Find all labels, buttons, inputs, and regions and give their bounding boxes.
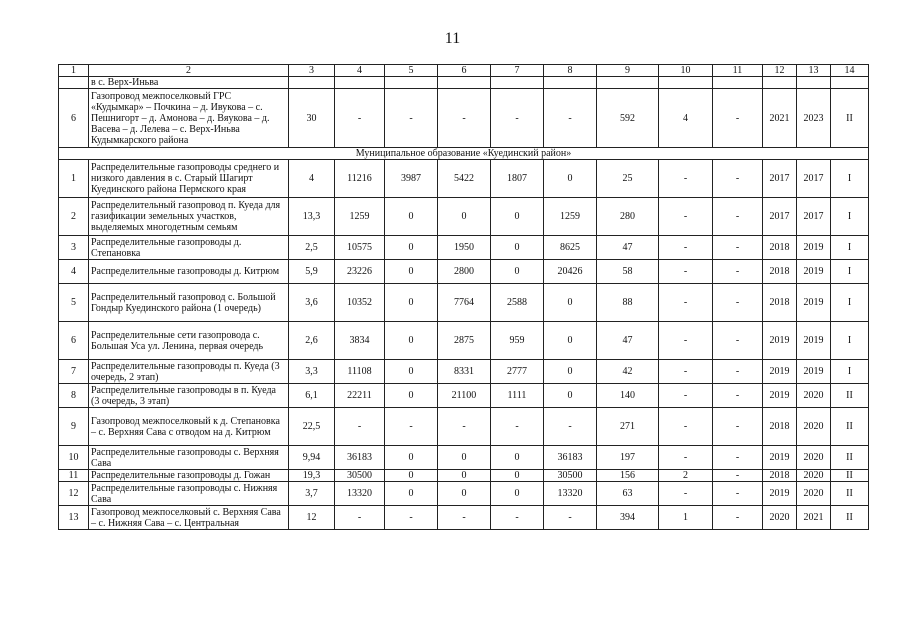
table-cell: 36183 (544, 446, 597, 470)
table-cell: II (831, 506, 869, 530)
table-cell: 1 (659, 506, 713, 530)
table-cell: - (438, 408, 491, 446)
table-cell: 2019 (797, 360, 831, 384)
page-number: 11 (444, 30, 461, 47)
table-row (59, 446, 869, 470)
column-header-7: 7 (491, 65, 544, 77)
table-cell: - (544, 408, 597, 446)
table-row (59, 482, 869, 506)
table-cell: 3 (59, 236, 89, 260)
table-cell: 0 (385, 236, 438, 260)
table-cell: 12 (59, 482, 89, 506)
table-cell: 271 (597, 408, 659, 446)
table-cell-name: Распределительные газопроводы в п. Куеда (3 очередь, 3 этап) (89, 384, 289, 408)
table-cell-name: Распределительные газопроводы д. Китрюм (89, 260, 289, 284)
table-cell: 5,9 (289, 260, 335, 284)
gasification-table (58, 64, 869, 530)
column-header-3: 3 (289, 65, 335, 77)
table-row (59, 284, 869, 322)
table-cell-name: Распределительные газопроводы д. Степановка (89, 236, 289, 260)
table-cell: 0 (544, 322, 597, 360)
table-cell: 1 (59, 160, 89, 198)
table-cell: I (831, 284, 869, 322)
table-cell: 58 (597, 260, 659, 284)
table-cell: 0 (438, 446, 491, 470)
table-cell: 8 (59, 384, 89, 408)
column-header-6: 6 (438, 65, 491, 77)
table-cell: 2019 (797, 236, 831, 260)
table-cell: 2019 (797, 284, 831, 322)
table-cell: - (438, 506, 491, 530)
table-cell: - (659, 384, 713, 408)
table-cell-name: Газопровод межпоселковый к д. Степановка – с. Верхняя Сава с отводом на д. Китрюм (89, 408, 289, 446)
table-cell-name: в с. Верх-Иньва (89, 77, 289, 89)
table-cell: I (831, 198, 869, 236)
table-cell: 2020 (797, 408, 831, 446)
table-cell: - (659, 160, 713, 198)
table-cell: 1807 (491, 160, 544, 198)
table-cell-name: Распределительный газопровод с. Большой Гондыр Куединского района (1 очередь) (89, 284, 289, 322)
table-cell: 4 (289, 160, 335, 198)
table-cell: 1111 (491, 384, 544, 408)
table-cell: - (713, 470, 763, 482)
table-cell: 140 (597, 384, 659, 408)
table-cell: I (831, 236, 869, 260)
table-cell: 1259 (335, 198, 385, 236)
table-cell: 2020 (797, 482, 831, 506)
table-row (59, 77, 869, 89)
table-cell: - (713, 360, 763, 384)
table-cell: 19,3 (289, 470, 335, 482)
table-cell (713, 77, 763, 89)
table-row (59, 322, 869, 360)
table-cell (544, 77, 597, 89)
table-row (59, 384, 869, 408)
table-cell (289, 77, 335, 89)
table-cell: 2020 (763, 506, 797, 530)
table-cell: 1950 (438, 236, 491, 260)
table-cell: - (659, 284, 713, 322)
table-cell: 2017 (763, 160, 797, 198)
table-cell: II (831, 482, 869, 506)
table-cell: 280 (597, 198, 659, 236)
table-cell: - (335, 506, 385, 530)
table-row (59, 236, 869, 260)
table-cell: II (831, 384, 869, 408)
table-cell: 2017 (797, 160, 831, 198)
table-cell: 2 (659, 470, 713, 482)
table-cell: 6 (59, 89, 89, 148)
column-header-9: 9 (597, 65, 659, 77)
table-cell: - (438, 89, 491, 148)
column-header-4: 4 (335, 65, 385, 77)
table-cell: - (713, 384, 763, 408)
table-cell: - (491, 89, 544, 148)
table-cell: 30 (289, 89, 335, 148)
table-row (59, 408, 869, 446)
table-cell: 2023 (797, 89, 831, 148)
section-title: Муниципальное образование «Куединский район» (59, 148, 869, 160)
table-cell: - (385, 408, 438, 446)
table-cell: 21100 (438, 384, 491, 408)
table-cell: 0 (438, 482, 491, 506)
table-cell: - (713, 482, 763, 506)
table-cell: 23226 (335, 260, 385, 284)
table-cell: 0 (491, 236, 544, 260)
table-cell: 8331 (438, 360, 491, 384)
table-cell: 2019 (763, 384, 797, 408)
table-cell: 4 (59, 260, 89, 284)
table-cell-name: Распределительный газопровод п. Куеда для газификации земельных участков, выделяемых многодетным семьям (89, 198, 289, 236)
table-row (59, 160, 869, 198)
table-cell: - (713, 506, 763, 530)
table-cell: 6,1 (289, 384, 335, 408)
table-cell: 2021 (797, 506, 831, 530)
table-cell: 0 (491, 482, 544, 506)
table-cell: - (544, 506, 597, 530)
table-cell: I (831, 322, 869, 360)
table-cell: 0 (544, 360, 597, 384)
table-cell: 8625 (544, 236, 597, 260)
table-cell: - (713, 322, 763, 360)
table-cell: 2018 (763, 284, 797, 322)
table-cell (438, 77, 491, 89)
table-cell: 0 (544, 160, 597, 198)
table-cell: 3987 (385, 160, 438, 198)
table-cell: 13 (59, 506, 89, 530)
table-cell: 11216 (335, 160, 385, 198)
table-cell: 0 (491, 470, 544, 482)
table-cell: 63 (597, 482, 659, 506)
table-cell: 2588 (491, 284, 544, 322)
table-cell: 0 (544, 284, 597, 322)
table-cell: 30500 (544, 470, 597, 482)
table-cell: 2018 (763, 470, 797, 482)
table-cell (763, 77, 797, 89)
table-cell: - (491, 506, 544, 530)
table-cell: 2019 (797, 322, 831, 360)
table-cell: - (713, 160, 763, 198)
table-cell: 2018 (763, 408, 797, 446)
table-cell: 13320 (335, 482, 385, 506)
table-cell: - (659, 260, 713, 284)
table-cell: - (385, 89, 438, 148)
table-cell: 36183 (335, 446, 385, 470)
table-cell: - (713, 236, 763, 260)
table-cell (335, 77, 385, 89)
table-cell: - (491, 408, 544, 446)
table-cell: - (659, 446, 713, 470)
table-cell: 0 (438, 470, 491, 482)
table-cell: 2800 (438, 260, 491, 284)
table-cell (831, 77, 869, 89)
table-row (59, 360, 869, 384)
table-cell: 394 (597, 506, 659, 530)
table-cell: - (713, 89, 763, 148)
column-header-11: 11 (713, 65, 763, 77)
table-cell: - (659, 482, 713, 506)
table-cell: 2,5 (289, 236, 335, 260)
table-cell: 0 (385, 322, 438, 360)
table-cell: 2019 (763, 322, 797, 360)
table-cell: 0 (491, 260, 544, 284)
table-cell: I (831, 260, 869, 284)
table-cell-name: Распределительные газопроводы среднего и низкого давления в с. Старый Шагирт Куединского района Пермского края (89, 160, 289, 198)
table-cell: 0 (385, 260, 438, 284)
table-cell: 197 (597, 446, 659, 470)
table-cell: 42 (597, 360, 659, 384)
table-cell: 12 (289, 506, 335, 530)
table-cell: 7 (59, 360, 89, 384)
table-cell: - (544, 89, 597, 148)
table-cell: II (831, 89, 869, 148)
table-row (59, 506, 869, 530)
table-cell (385, 77, 438, 89)
table-cell: 10575 (335, 236, 385, 260)
column-header-12: 12 (763, 65, 797, 77)
table-cell: - (713, 446, 763, 470)
table-row (59, 470, 869, 482)
table-cell: 2020 (797, 446, 831, 470)
table-cell-name: Распределительные газопроводы д. Гожан (89, 470, 289, 482)
table-cell: I (831, 360, 869, 384)
table-cell: 7764 (438, 284, 491, 322)
table-cell: - (713, 198, 763, 236)
table-cell: 2019 (763, 446, 797, 470)
table-cell: I (831, 160, 869, 198)
table-cell: 1259 (544, 198, 597, 236)
table-cell-name: Распределительные газопроводы с. Нижняя Сава (89, 482, 289, 506)
table-cell: - (713, 284, 763, 322)
table-cell: 13320 (544, 482, 597, 506)
table-cell: - (713, 408, 763, 446)
column-header-10: 10 (659, 65, 713, 77)
table-cell: 20426 (544, 260, 597, 284)
table-cell: 22,5 (289, 408, 335, 446)
table-cell: 11 (59, 470, 89, 482)
table-cell: 0 (385, 470, 438, 482)
column-header-2: 2 (89, 65, 289, 77)
table-cell: 0 (491, 446, 544, 470)
table-cell: 3,6 (289, 284, 335, 322)
table-cell: 0 (438, 198, 491, 236)
table-cell-name: Газопровод межпоселковый ГРС «Кудымкар» – Почкина – д. Ивукова – с. Пешнигорт – д. Амонова – д. Вяукова – д. Васева – д. Лелева – с. Верх-Иньва Кудымкарского района (89, 89, 289, 148)
table-cell: 9,94 (289, 446, 335, 470)
table-cell: 0 (544, 384, 597, 408)
table-cell: 2019 (763, 482, 797, 506)
table-cell: II (831, 408, 869, 446)
table-cell: 2777 (491, 360, 544, 384)
table-cell: 592 (597, 89, 659, 148)
table-cell: - (713, 260, 763, 284)
table-cell: - (659, 322, 713, 360)
table-cell (797, 77, 831, 89)
table-cell: 3,3 (289, 360, 335, 384)
table-cell: II (831, 446, 869, 470)
table-cell: - (659, 360, 713, 384)
table-cell: 4 (659, 89, 713, 148)
table-cell: 2017 (797, 198, 831, 236)
table-cell: 2,6 (289, 322, 335, 360)
column-header-5: 5 (385, 65, 438, 77)
table-cell: 5 (59, 284, 89, 322)
section-row (59, 148, 869, 160)
table-cell: 959 (491, 322, 544, 360)
table-cell: 13,3 (289, 198, 335, 236)
table-cell: 2018 (763, 236, 797, 260)
table-cell: 2018 (763, 260, 797, 284)
table-cell: 10 (59, 446, 89, 470)
table-cell: 0 (385, 284, 438, 322)
table-cell: 2 (59, 198, 89, 236)
header-row (59, 65, 869, 77)
table-cell: - (385, 506, 438, 530)
table-cell: 2019 (763, 360, 797, 384)
table-cell: 3,7 (289, 482, 335, 506)
table-cell: 2021 (763, 89, 797, 148)
table-cell: 30500 (335, 470, 385, 482)
table-cell: 47 (597, 322, 659, 360)
table-row (59, 198, 869, 236)
table-row (59, 89, 869, 148)
table-cell: - (659, 198, 713, 236)
table-cell: 2020 (797, 384, 831, 408)
table-cell-name: Распределительные газопроводы с. Верхняя Сава (89, 446, 289, 470)
table-cell: 88 (597, 284, 659, 322)
column-header-8: 8 (544, 65, 597, 77)
table-cell (491, 77, 544, 89)
table-cell: 10352 (335, 284, 385, 322)
table-cell: 2875 (438, 322, 491, 360)
table-cell-name: Газопровод межпоселковый с. Верхняя Сава – с. Нижняя Сава – с. Центральная (89, 506, 289, 530)
table-cell: 11108 (335, 360, 385, 384)
table-cell: 2019 (797, 260, 831, 284)
table-cell (59, 77, 89, 89)
table-cell: 22211 (335, 384, 385, 408)
table-cell: 2017 (763, 198, 797, 236)
table-cell: 0 (385, 360, 438, 384)
table-cell: 2020 (797, 470, 831, 482)
table-cell (597, 77, 659, 89)
table-cell: 5422 (438, 160, 491, 198)
table-cell: 9 (59, 408, 89, 446)
table-cell: 0 (385, 446, 438, 470)
column-header-13: 13 (797, 65, 831, 77)
table-cell: 25 (597, 160, 659, 198)
table-cell: - (659, 408, 713, 446)
table-cell: - (335, 408, 385, 446)
table-cell: - (335, 89, 385, 148)
column-header-14: 14 (831, 65, 869, 77)
table-cell: 0 (385, 482, 438, 506)
table-cell: II (831, 470, 869, 482)
column-header-1: 1 (59, 65, 89, 77)
table-cell (659, 77, 713, 89)
table-cell: 0 (385, 198, 438, 236)
table-cell: 156 (597, 470, 659, 482)
table-cell: 3834 (335, 322, 385, 360)
table-cell-name: Распределительные газопроводы п. Куеда (3 очередь, 2 этап) (89, 360, 289, 384)
table-row (59, 260, 869, 284)
table-cell: 47 (597, 236, 659, 260)
table-cell: 0 (385, 384, 438, 408)
table-cell-name: Распределительные сети газопровода с. Большая Уса ул. Ленина, первая очередь (89, 322, 289, 360)
table-cell: 0 (491, 198, 544, 236)
table-cell: - (659, 236, 713, 260)
table-cell: 6 (59, 322, 89, 360)
